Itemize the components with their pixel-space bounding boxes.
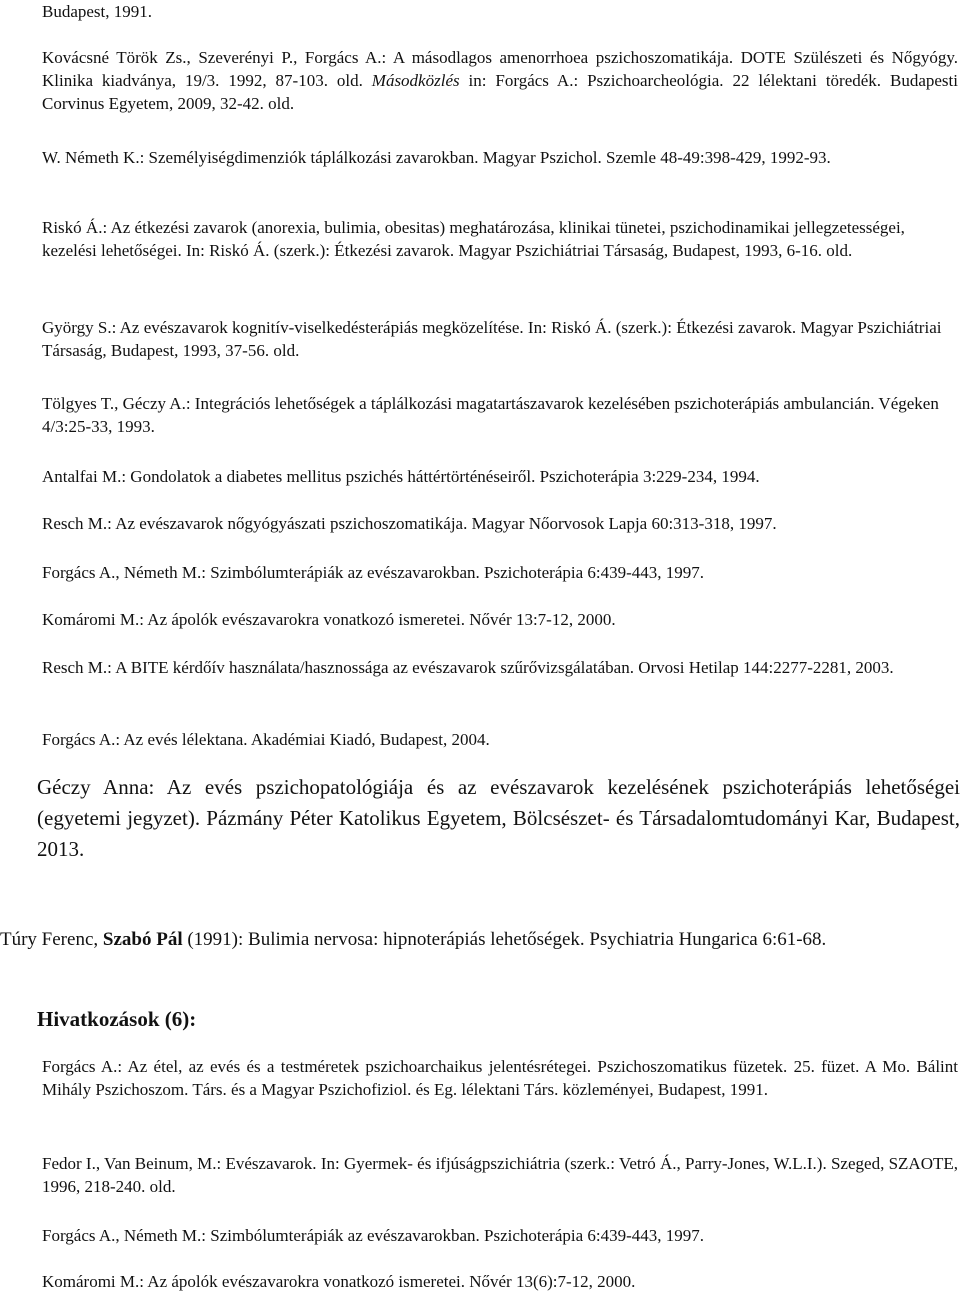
ref-kovacsne <box>42 46 958 115</box>
ref-kovacsne-masodkozles: Másodközlés <box>371 71 460 90</box>
ref-resch-1997: Resch M.: Az evészavarok nőgyógyászati pszichoszomatikája. Magyar Nőorvosok Lapja 60:313-318, 1997. <box>42 514 777 533</box>
ref-forgacs-nemeth-1997: Forgács A., Németh M.: Szimbólumterápiák az evészavarokban. Pszichoterápia 6:439-443, 1997. <box>42 563 705 582</box>
ref-budapest-1991: Budapest, 1991. <box>42 2 153 21</box>
ref-nemeth-k: W. Németh K.: Személyiségdimenziók táplálkozási zavarokban. Magyar Pszichol. Szemle 48-49:398-429, 1992-93. <box>42 148 831 167</box>
ref-geczy-2013: Géczy Anna: Az evés pszichopatológiája és az evészavarok kezelésének pszichoterápiás lehetőségei (egyetemi jegyzet). Pázmány Péter Katolikus Egyetem, Bölcsészet- és Társadalomtudományi Kar, Budapest, 2013. <box>37 775 960 861</box>
ref-tury-authors: Túry Ferenc, <box>0 929 103 950</box>
ref-resch-2003: Resch M.: A BITE kérdőív használata/hasznossága az evészavarok szűrővizsgálatában. Orvosi Hetilap 144:2277-2281, 2003. <box>42 658 894 677</box>
ref-tolgyes: Tölgyes T., Géczy A.: Integrációs lehetőségek a táplálkozási magatartászavarok kezelésében pszichoterápiás ambulancián. Végeken 4/3:25-33, 1993. <box>42 394 939 436</box>
ref-risko: Riskó Á.: Az étkezési zavarok (anorexia, bulimia, obesitas) meghatározása, klinikai tünetei, pszichodinamikai jellegzetességei, kezelési lehetőségei. In: Riskó Á. (szerk.): Étkezési zavarok. Magyar Pszichiátriai Társaság, Budapest, 1993, 6-16. old. <box>42 218 905 260</box>
ref-antalfai: Antalfai M.: Gondolatok a diabetes mellitus pszichés háttértörténéseiről. Pszichoterápia 3:229-234, 1994. <box>42 467 760 486</box>
ref-forgacs-2004: Forgács A.: Az evés lélektana. Akadémiai Kiadó, Budapest, 2004. <box>42 730 490 749</box>
ref-komaromi-2000: Komáromi M.: Az ápolók evészavarokra vonatkozó ismeretei. Nővér 13:7-12, 2000. <box>42 610 616 629</box>
ref-gyorgy: György S.: Az evészavarok kognitív-viselkedésterápiás megközelítése. In: Riskó Á. (szerk.): Étkezési zavarok. Magyar Pszichiátriai Társaság, Budapest, 1993, 37-56. old. <box>42 318 942 360</box>
ref-tury-1991 <box>0 926 960 954</box>
ref-kovacsne-part3: in: Forgács A.: Pszichoarcheológia. 22 lélektani töredék. Budapesti Corvinus Egyetem, 2009, 32-42. old. <box>42 71 958 113</box>
citation-forgacs-1991: Forgács A.: Az étel, az evés és a testméretek pszichoarchaikus jelentésrétegei. Pszichoszomatikus füzetek. 25. füzet. A Mo. Bálint Mihály Pszichoszom. Társ. és a Magyar Pszichofiziol. és Eg. lélektani Társ. közleményei, Budapest, 1991. <box>42 1057 958 1099</box>
ref-kovacsne-part1: Kovácsné Török Zs., Szeverényi P., Forgács A.: A másodlagos amenorrhoea pszichoszomatikája. DOTE Szülészeti és Nőgyógy. Klinika kiadványa, 19/3. 1992, 87-103. old. <box>42 48 958 90</box>
ref-tury-rest: (1991): Bulimia nervosa: hipnoterápiás lehetőségek. Psychiatria Hungarica 6:61-68. <box>182 929 827 950</box>
citation-komaromi: Komáromi M.: Az ápolók evészavarokra vonatkozó ismeretei. Nővér 13(6):7-12, 2000. <box>42 1272 636 1291</box>
ref-tury-bold-author: Szabó Pál <box>102 929 183 950</box>
citation-forgacs-nemeth: Forgács A., Németh M.: Szimbólumterápiák az evészavarokban. Pszichoterápia 6:439-443, 1997. <box>42 1226 705 1245</box>
citations-heading: Hivatkozások (6): <box>37 1007 197 1031</box>
citation-fedor: Fedor I., Van Beinum, M.: Evészavarok. In: Gyermek- és ifjúságpszichiátria (szerk.: Vetró Á., Parry-Jones, W.L.I.). Szeged, SZAOTE, 1996, 218-240. old. <box>42 1154 958 1196</box>
